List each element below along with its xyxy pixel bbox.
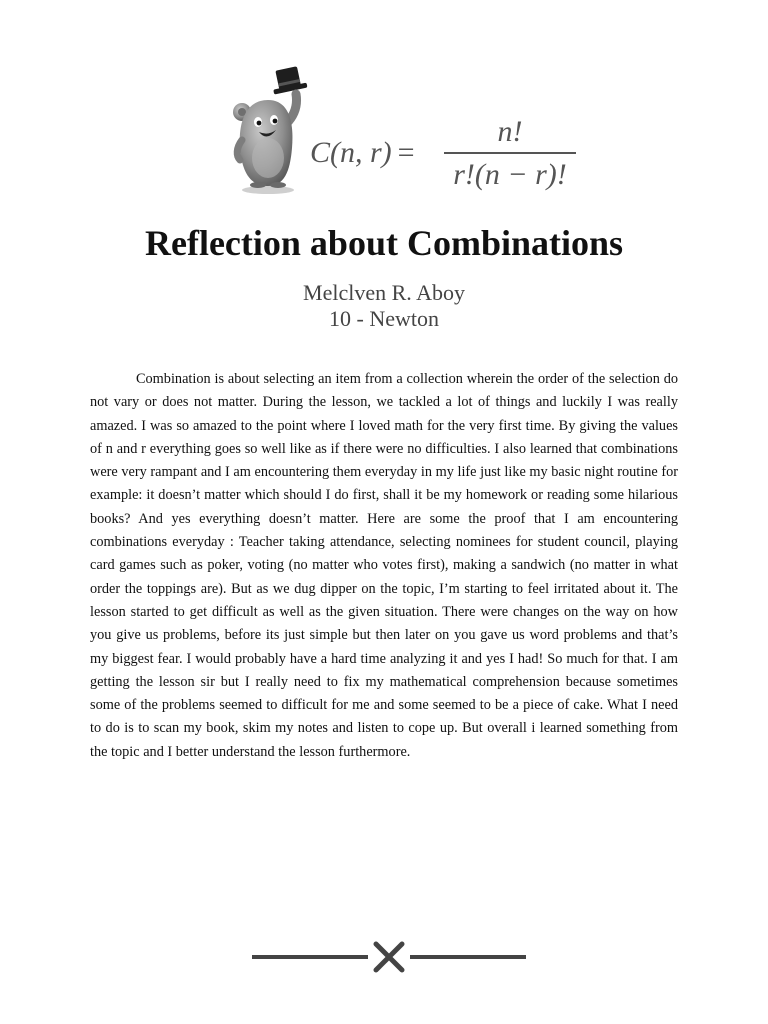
header-figure xyxy=(228,62,588,202)
formula-equals: = xyxy=(397,136,415,169)
formula-fraction xyxy=(444,114,576,194)
document-title: Reflection about Combinations xyxy=(144,223,624,263)
class-section: 10 - Newton xyxy=(329,306,439,331)
formula-denominator: r!(n − r)! xyxy=(453,157,567,191)
essay-paragraph: Combination is about selecting an item from a collection wherein the order of the selection do not vary or does not matter. During the lesson, we tackled a lot of things and luckily I was really amazed. I was so amazed to the point where I loved math for the very first time. By giving the values of n and r everything goes so well like as if there were no difficulties. I also learned that combinations were very rampant and I am encountering them everyday in my life just like my basic night routine for example: it doesn’t matter which should I do first, shall it be my homework or reading some hilarious books? And yes everything doesn’t matter. Here are some the proof that I am encountering combinations everyday : Teacher taking attendance, selecting nominees for student council, playing card games such as poker, voting (no matter who votes first), making a sandwich (no matter in what order the toppings are). But as we dug dipper on the topic, I’m starting to feel irritated about it. The lesson started to get difficult as well as the given situation. There were changes on the way on how you give us problems, before its just simple but then later on you gave us word problems and that’s my biggest fear. I would probably have a hard time analyzing it and yes I had! So much for that. I am getting the lesson sir but I really need to fix my mathematical comprehension because sometimes some of the problems seemed to difficult for me and some seemed to be a piece of cake. What I need to do is to scan my book, skim my notes and listen to cope up. But overall i learned something from the topic and I better understand the lesson furthermore. xyxy=(90,371,678,760)
fraction-bar xyxy=(444,152,576,154)
mascot-icon xyxy=(228,62,316,196)
formula-numerator: n! xyxy=(497,115,523,148)
divider-x-ornament-icon xyxy=(252,940,526,974)
formula-lhs: C(n, r) = xyxy=(310,136,415,169)
author-name: Melclven R. Aboy xyxy=(303,280,465,305)
essay-body xyxy=(90,368,678,764)
